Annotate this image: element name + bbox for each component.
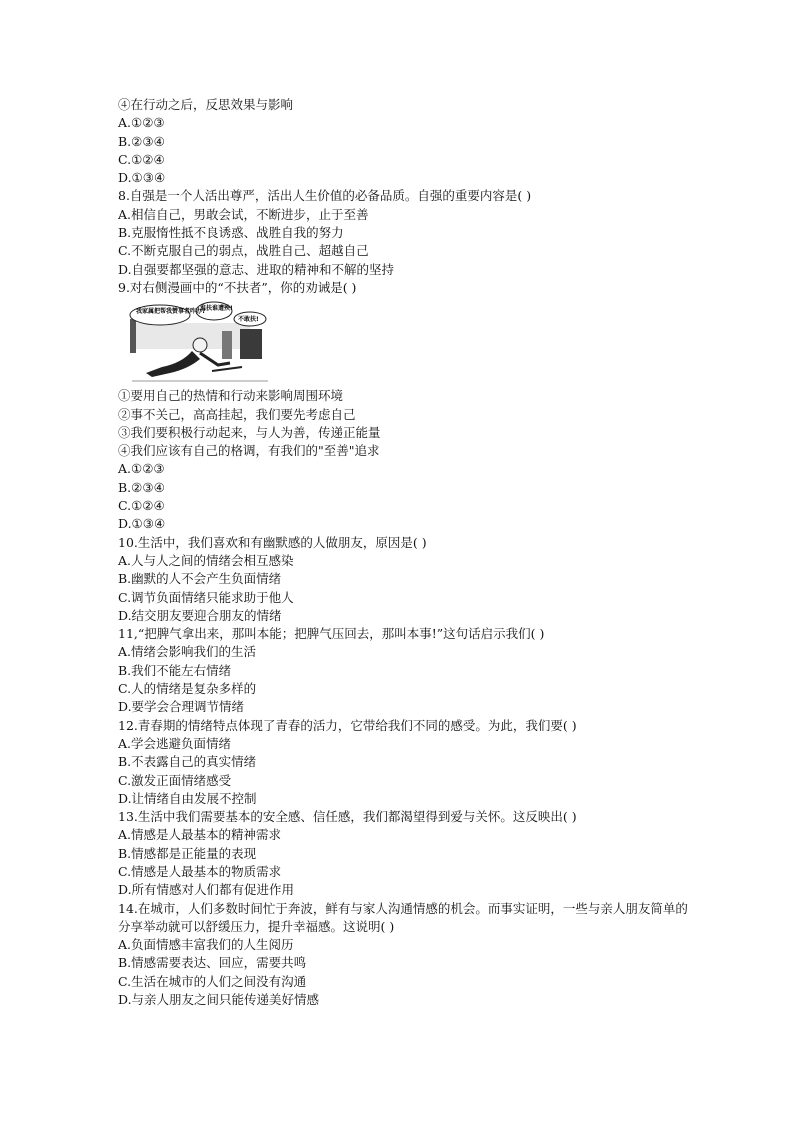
q9-item-4: ④我们应该有自己的格调，有我们的"至善"追求 [118, 443, 380, 459]
q10-option-a: A.人与人之间的情绪会相互感染 [118, 552, 294, 568]
q12-option-c: C.激发正面情绪感受 [118, 772, 232, 788]
bubble-mid-text: 谁扶谁遭殃! [200, 305, 233, 313]
q12-option-d: D.让情绪自由发展不控制 [118, 790, 257, 806]
q9-option-a: A.①②③ [118, 461, 165, 477]
q9-option-d: D.①③④ [118, 516, 166, 532]
q11-option-d: D.要学会合理调节情绪 [118, 699, 245, 715]
q8-option-c: C.不断克服自己的弱点，战胜自己、超越自己 [118, 243, 369, 259]
q10-option-d: D.结交朋友要迎合朋友的情绪 [118, 607, 282, 623]
q13-stem: 13.生活中我们需要基本的安全感、信任感，我们都渴望得到爱与关怀。这反映出( ) [118, 809, 577, 825]
q13-option-b: B.情感都是正能量的表现 [118, 845, 257, 861]
q12-option-b: B.不表露自己的真实情绪 [118, 754, 257, 770]
q14-option-b: B.情感需要表达、回应，需要共鸣 [118, 955, 307, 971]
q14-option-c: C.生活在城市的人们之间没有沟通 [118, 973, 307, 989]
q7-option-a: A.①②③ [118, 115, 165, 131]
q7-option-c: C.①②④ [118, 151, 165, 167]
q12-stem: 12.青春期的情绪特点体现了青春的活力，它带给我们不同的感受。为此，我们要( ) [118, 717, 577, 733]
q14-option-a: A.负面情感丰富我们的人生阅历 [118, 937, 294, 953]
q9-cartoon-image [122, 301, 274, 385]
q13-option-d: D.所有情感对人们都有促进作用 [118, 882, 295, 898]
cartoon-drawing [122, 301, 274, 385]
q9-stem: 9.对右侧漫画中的“不扶者”，你的劝诫是( ) [118, 279, 357, 295]
q8-option-d: D.自强要都坚强的意志、进取的精神和不解的坚持 [118, 261, 395, 277]
q9-option-b: B.②③④ [118, 479, 165, 495]
q10-option-c: C.调节负面情绪只能求助于他人 [118, 589, 294, 605]
q10-stem: 10.生活中，我们喜欢和有幽默感的人做朋友，原因是( ) [118, 534, 427, 550]
q9-item-2: ②事不关己，高高挂起，我们要先考虑自己 [118, 406, 356, 422]
q8-stem: 8.自强是一个人活出尊严，活出人生价值的必备品质。自强的重要内容是( ) [118, 188, 532, 204]
q13-option-a: A.情感是人最基本的精神需求 [118, 827, 282, 843]
q9-item-3: ③我们要积极行动起来，与人为善，传递正能量 [118, 424, 381, 440]
q11-option-b: B.我们不能左右情绪 [118, 662, 232, 678]
q8-option-b: B.克服惰性抵不良诱惑、战胜自我的努力 [118, 225, 344, 241]
q14-stem: 14.在城市，人们多数时间忙于奔波，鲜有与家人沟通情感的机会。而事实证明，一些与亲人朋友简单的分享举动就可以舒缓压力，提升幸福感。这说明( ) [118, 900, 688, 934]
q9-option-c: C.①②④ [118, 498, 165, 514]
q11-stem: 11,“把脾气拿出来，那叫本能；把脾气压回去，那叫本事!”这句话启示我们( ) [118, 626, 545, 642]
q9-item-1: ①要用自己的热情和行动来影响周围环境 [118, 388, 344, 404]
q7-option-d: D.①③④ [118, 170, 166, 186]
bubble-left-text: 我家属把帮我赞事者咋办? [136, 308, 206, 316]
q8-option-a: A.相信自己，男敢会试，不断进步，止于至善 [118, 206, 369, 222]
q11-option-a: A.情绪会影响我们的生活 [118, 644, 257, 660]
exam-page [118, 96, 698, 1009]
q14-option-d: D.与亲人朋友之间只能传递美好情感 [118, 992, 320, 1008]
q12-option-a: A.学会逃避负面情绪 [118, 735, 232, 751]
q7-option-b: B.②③④ [118, 133, 165, 149]
q10-option-b: B.幽默的人不会产生负面情绪 [118, 571, 282, 587]
q7-item-4: ④在行动之后，反思效果与影响 [118, 97, 294, 112]
q11-option-c: C.人的情绪是复杂多样的 [118, 681, 257, 697]
bubble-right-text: 不敢扶! [238, 316, 259, 324]
q13-option-c: C.情感是人最基本的物质需求 [118, 863, 282, 879]
